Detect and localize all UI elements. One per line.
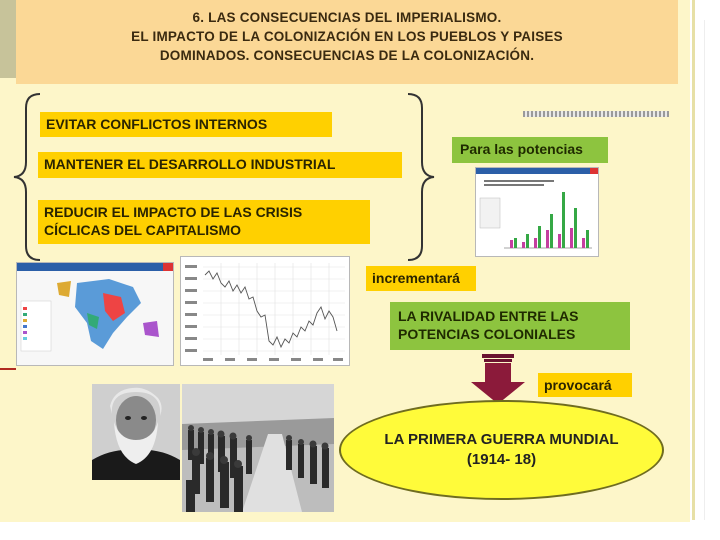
label-provoke: provocará [538,373,632,397]
war-line-2: (1914- 18) [466,451,537,468]
soldiers-march-photo [182,384,334,512]
bar-chart-thumbnail [475,167,599,257]
goal-avoid-conflicts: EVITAR CONFLICTOS INTERNOS [40,112,332,137]
goal-reduce-crisis-line-2: CÍCLICAS DEL CAPITALISMO [44,222,242,238]
left-accent-bar [0,0,16,78]
label-for-powers: Para las potencias [452,137,608,163]
left-red-rule [0,368,16,370]
label-increase: incrementará [366,266,476,291]
marx-portrait-photo [92,384,180,480]
right-border-rule [692,0,695,520]
right-brace-icon [404,92,438,262]
down-arrow-icon [465,354,531,404]
goal-reduce-crisis [38,200,370,244]
right-faint-rule [704,20,705,520]
world-war-ellipse [339,400,664,500]
rivalry-line-2: POTENCIAS COLONIALES [398,326,576,342]
header-line-3: DOMINADOS. CONSECUENCIAS DE LA COLONIZACIÓN. [159,48,535,63]
economic-line-chart-thumbnail [180,256,350,366]
header-line-2: EL IMPACTO DE LA COLONIZACIÓN EN LOS PUEBLOS Y PAISES [131,29,563,44]
colonial-map-thumbnail [16,262,174,366]
goal-industrial-development: MANTENER EL DESARROLLO INDUSTRIAL [38,152,402,178]
war-line-1: LA PRIMERA GUERRA MUNDIAL [384,431,619,448]
rivalry-line-1: LA RIVALIDAD ENTRE LAS [398,308,579,324]
rivalry-box [390,302,630,350]
goal-reduce-crisis-line-1: REDUCIR EL IMPACTO DE LAS CRISIS [44,204,303,220]
slide-header [16,0,678,84]
header-line-1: 6. LAS CONSECUENCIAS DEL IMPERIALISMO. [192,10,502,25]
dotted-divider [523,111,669,117]
